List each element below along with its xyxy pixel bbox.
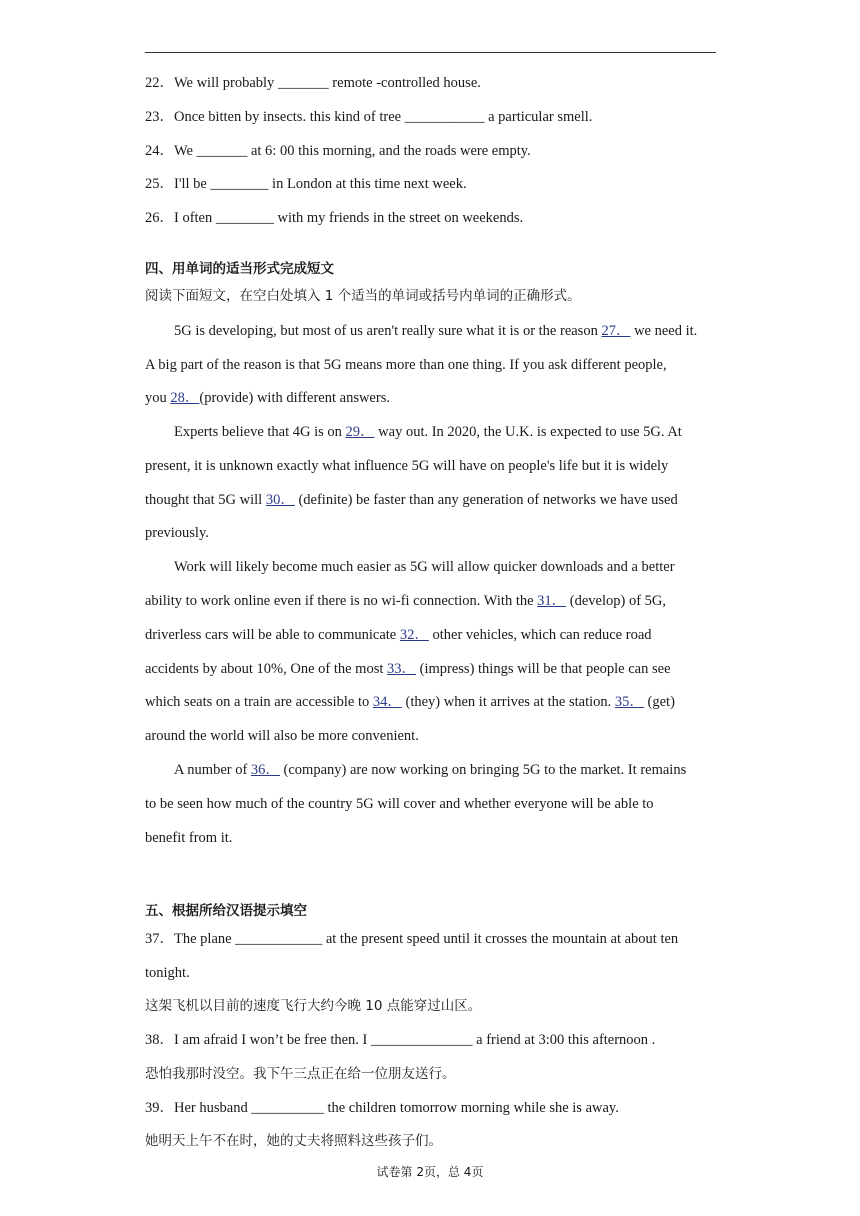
section-4-title: 四、用单词的适当形式完成短文 — [145, 261, 334, 277]
passage-text: (get) — [643, 694, 675, 710]
blank-30: 30． — [265, 492, 295, 508]
passage-text: (they) when it arrives at the station. — [401, 694, 615, 710]
passage-text: ability to work online even if there is no wi-fi connection. With the — [145, 593, 538, 609]
passage-line — [145, 491, 678, 509]
passage-line — [145, 626, 652, 644]
question-25: 25．I'll be ________ in London at this time next week. — [145, 176, 467, 192]
header-rule — [145, 52, 716, 53]
section-4-instruction: 阅读下面短文，在空白处填入 1 个适当的单词或括号内单词的正确形式。 — [145, 288, 581, 304]
question-39: 39．Her husband __________ the children tomorrow morning while she is away. — [145, 1100, 619, 1116]
passage-text: (impress) things will be that people can see — [416, 661, 671, 677]
blank-35: 35． — [614, 694, 644, 710]
passage-text: A number of — [174, 762, 251, 778]
passage-line: present, it is unknown exactly what influence 5G will have on people's life but it is widely — [145, 458, 669, 474]
passage-text: driverless cars will be able to communicate — [145, 627, 400, 643]
passage-line: to be seen how much of the country 5G will cover and whether everyone will be able to — [145, 796, 654, 812]
question-24: 24．We _______ at 6: 00 this morning, and the roads were empty. — [145, 143, 531, 159]
blank-29: 29． — [345, 424, 375, 440]
question-37-cont: tonight. — [145, 965, 190, 981]
passage-text: (develop) of 5G, — [566, 593, 667, 609]
blank-36: 36． — [250, 762, 280, 778]
passage-text: (company) are now working on bringing 5G to the market. It remains — [279, 762, 687, 778]
passage-line — [174, 423, 682, 441]
passage-text: (definite) be faster than any generation of networks we have used — [294, 492, 678, 508]
passage-line — [145, 389, 390, 407]
blank-32: 32． — [399, 627, 429, 643]
passage-text: way out. In 2020, the U.K. is expected to use 5G. At — [374, 424, 682, 440]
blank-27: 27． — [601, 323, 631, 339]
passage-line — [145, 592, 666, 610]
question-37: 37．The plane ____________ at the present speed until it crosses the mountain at about ten — [145, 931, 679, 947]
passage-text: you — [145, 390, 171, 406]
question-38: 38．I am afraid I won’t be free then. I ______________ a friend at 3:00 this afternoon . — [145, 1032, 656, 1048]
passage-line — [174, 322, 697, 340]
passage-line: A big part of the reason is that 5G means more than one thing. If you ask different people, — [145, 357, 667, 373]
blank-28: 28． — [170, 390, 200, 406]
passage-line — [145, 693, 675, 711]
passage-line: around the world will also be more convenient. — [145, 728, 419, 744]
passage-text: other vehicles, which can reduce road — [428, 627, 652, 643]
passage-line — [145, 660, 671, 678]
question-38-hint: 恐怕我那时没空。我下午三点正在给一位朋友送行。 — [145, 1066, 456, 1082]
passage-line — [174, 761, 686, 779]
blank-34: 34． — [372, 694, 402, 710]
passage-text: accidents by about 10%, One of the most — [145, 661, 388, 677]
question-26: 26．I often ________ with my friends in the street on weekends. — [145, 210, 524, 226]
question-22: 22．We will probably _______ remote -controlled house. — [145, 75, 481, 91]
passage-text: (provide) with different answers. — [199, 390, 390, 406]
question-39-hint: 她明天上午不在时，她的丈夫将照料这些孩子们。 — [145, 1133, 442, 1149]
passage-text: 5G is developing, but most of us aren't really sure what it is or the reason — [174, 323, 602, 339]
blank-33: 33． — [387, 661, 417, 677]
passage-text: thought that 5G will — [145, 492, 266, 508]
section-5-title: 五、根据所给汉语提示填空 — [145, 903, 307, 919]
passage-line: previously. — [145, 525, 209, 541]
passage-line: Work will likely become much easier as 5G will allow quicker downloads and a better — [174, 559, 675, 575]
question-23: 23．Once bitten by insects. this kind of tree ___________ a particular smell. — [145, 109, 593, 125]
question-37-hint: 这架飞机以目前的速度飞行大约今晚 10 点能穿过山区。 — [145, 998, 482, 1014]
blank-31: 31． — [537, 593, 567, 609]
passage-text: which seats on a train are accessible to — [145, 694, 373, 710]
passage-text: Experts believe that 4G is on — [174, 424, 346, 440]
passage-text: we need it. — [630, 323, 698, 339]
passage-line: benefit from it. — [145, 830, 233, 846]
page-footer: 试卷第 2页，总 4页 — [376, 1165, 484, 1179]
